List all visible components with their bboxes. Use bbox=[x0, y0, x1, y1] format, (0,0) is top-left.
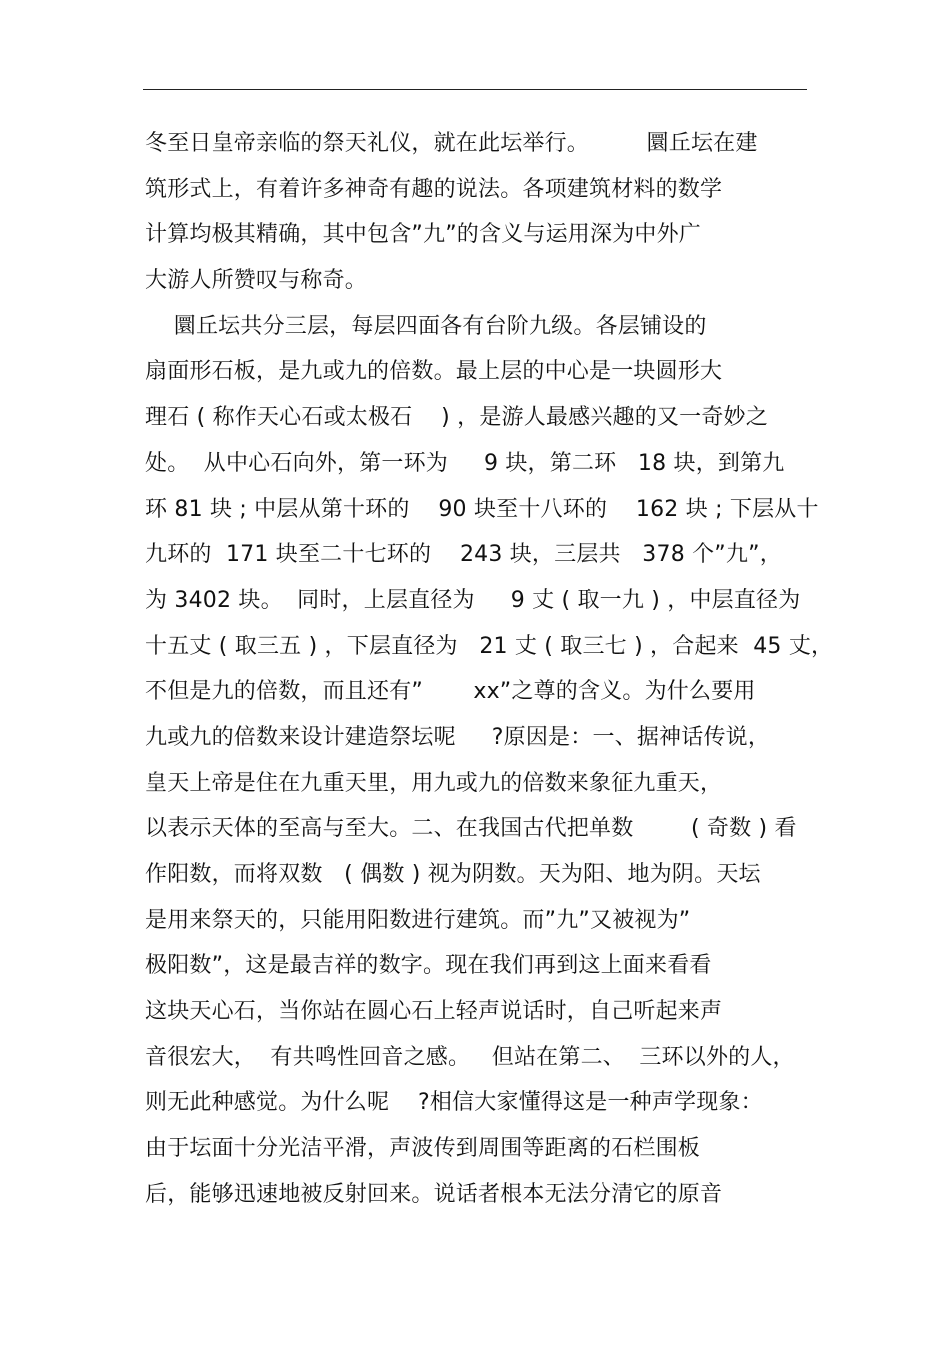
text-line: 由于坛面十分光洁平滑，声波传到周围等距离的石栏围板 bbox=[145, 1136, 701, 1162]
text-line: 筑形式上，有着许多神奇有趣的说法。各项建筑材料的数学 bbox=[145, 176, 723, 202]
text-line: 为 3402 块。 同时，上层直径为 9 丈 ( 取一九 ) ，中层直径为 bbox=[145, 587, 801, 613]
text-line: 处。 从中心石向外，第一环为 9 块，第二环 18 块，到第九 bbox=[145, 450, 785, 476]
text-line: 以表示天体的至高与至大。二、在我国古代把单数 ( 奇数 ) 看 bbox=[145, 816, 797, 842]
text-line: 是用来祭天的，只能用阳数进行建筑。而”九”又被视为” bbox=[145, 907, 691, 933]
text-line: 冬至日皇帝亲临的祭天礼仪，就在此坛举行。 圜丘坛在建 bbox=[145, 131, 758, 156]
text-line: 皇天上帝是住在九重天里，用九或九的倍数来象征九重天， bbox=[145, 770, 723, 796]
text-line: 十五丈 ( 取三五 ) ，下层直径为 21 丈 ( 取三七 ) ，合起来 45 丈， bbox=[145, 633, 834, 659]
text-line: 九环的 171 块至二十七环的 243 块，三层共 378 个”九”， bbox=[145, 542, 782, 568]
text-line: 音很宏大， 有共鸣性回音之感。 但站在第二、 三环以外的人， bbox=[145, 1044, 795, 1070]
text-line: 圜丘坛共分三层，每层四面各有台阶九级。各层铺设的 bbox=[145, 313, 707, 339]
text-line: 大游人所赞叹与称奇。 bbox=[145, 268, 368, 294]
text-line: 环 81 块 ; 中层从第十环的 90 块至十八环的 162 块 ; 下层从十 bbox=[145, 496, 819, 522]
text-line: 极阳数”，这是最吉祥的数字。现在我们再到这上面来看看 bbox=[145, 953, 712, 979]
text-line: 这块天心石，当你站在圆心石上轻声说话时，自己听起来声 bbox=[145, 999, 723, 1025]
text-line: 则无此种感觉。为什么呢 ?相信大家懂得这是一种声学现象： bbox=[145, 1090, 763, 1116]
text-line: 扇面形石板，是九或九的倍数。最上层的中心是一块圆形大 bbox=[145, 359, 723, 385]
header-rule bbox=[143, 89, 807, 90]
text-line: 作阳数，而将双数 ( 偶数 ) 视为阴数。天为阳、地为阴。天坛 bbox=[145, 862, 761, 887]
text-line: 计算均极其精确，其中包含”九”的含义与运用深为中外广 bbox=[145, 222, 701, 248]
text-line: 后，能够迅速地被反射回来。说话者根本无法分清它的原音 bbox=[145, 1181, 723, 1207]
body-text bbox=[145, 126, 834, 1223]
text-line: 九或九的倍数来设计建造祭坛呢 ?原因是：一、据神话传说， bbox=[145, 724, 771, 750]
text-line: 理石 ( 称作天心石或太极石 ) ，是游人最感兴趣的又一奇妙之 bbox=[145, 405, 768, 431]
text-line: 不但是九的倍数，而且还有” xx”之尊的含义。为什么要用 bbox=[145, 679, 756, 705]
